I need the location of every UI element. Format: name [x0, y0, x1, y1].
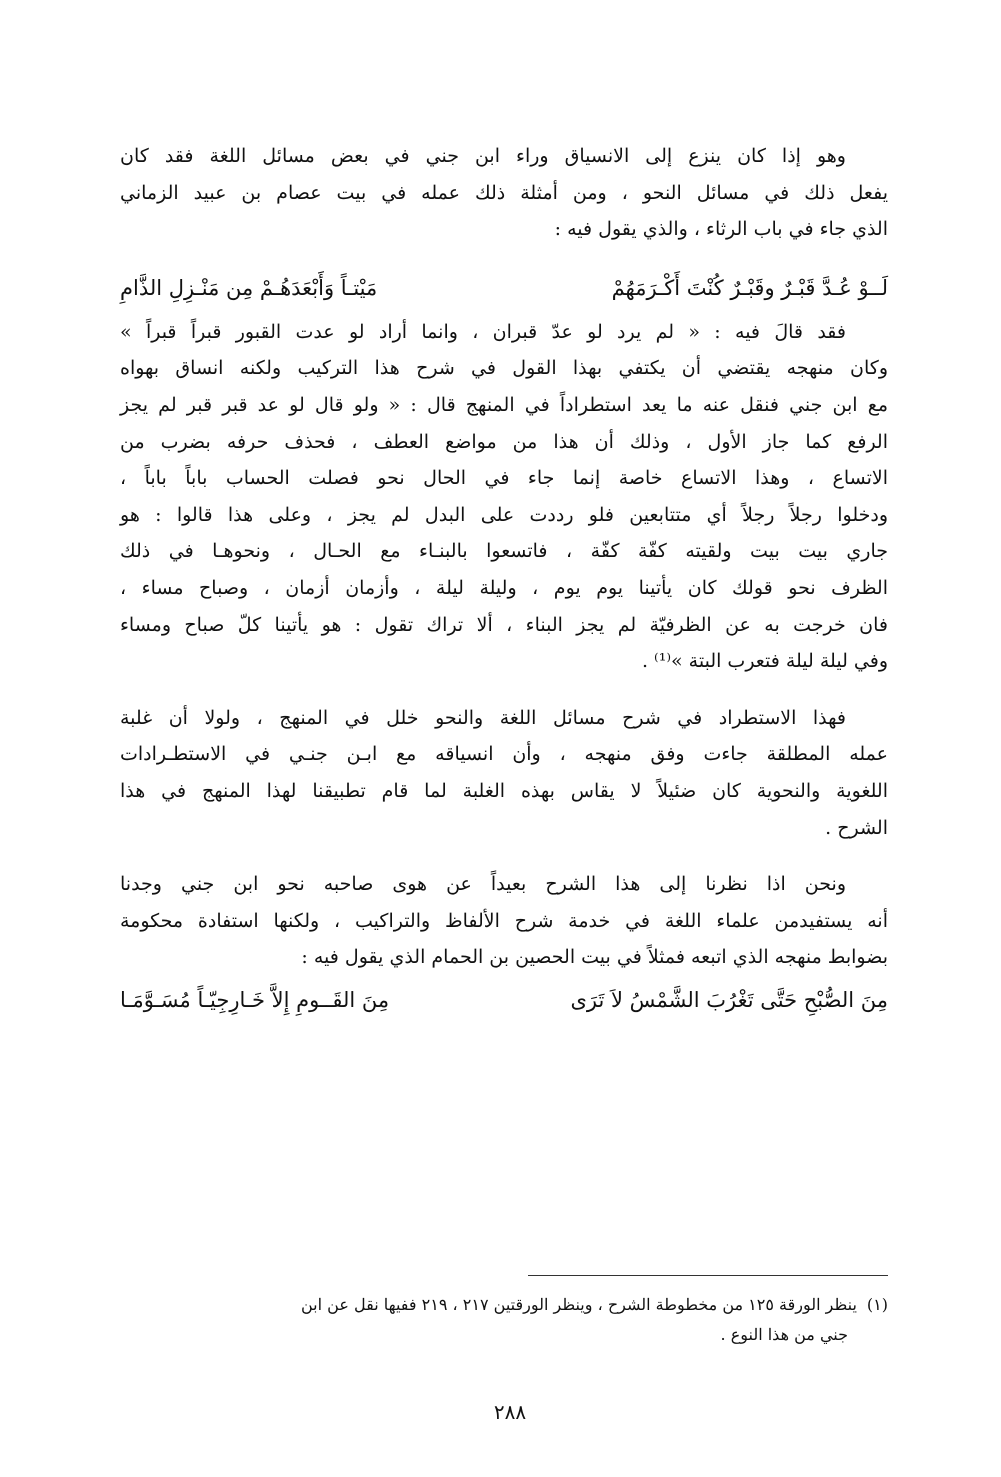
paragraph-3-line-4: الشرح . [825, 816, 888, 839]
paragraph-2-line-2: وكان منهجه يقتضي أن يكتفي بهذا القول في شرح هذا التركيب ولكنه انساق بهواه [120, 357, 888, 380]
paragraph-1-line-3: الذي جاء في باب الرثاء ، والذي يقول فيه : [554, 218, 888, 241]
paragraph-3-line-2: عمله المطلقة جاءت وفق منهجه ، وأن انسياقه مع ابـن جنـي في الاستطـرادات [120, 743, 888, 766]
verse-2-second-hemistich: مِنَ القَــومِ إِلاَّ خَـارِجِيّـاً مُسَـوَّمَـا [120, 987, 390, 1012]
footnote-1-continuation: جني من هذا النوع . [720, 1325, 848, 1344]
footnote-1-number: (١) [866, 1295, 888, 1314]
verse-2-first-hemistich: مِنَ الصُّبْحِ حَتَّى تَغْرُبَ الشَّمْسُ لاَ تَرَى [570, 987, 888, 1012]
verse-2 [120, 980, 888, 1020]
paragraph-2-line-1: فقد قالَ فيه : « لم يرد لو عدّ قبران ، وانما أراد لو عدت القبور قبراً قبراً » [120, 320, 846, 343]
paragraph-2-line-4: الرفع كما جاز الأول ، وذلك أن هذا من مواضع العطف ، فحذف حرفه بضرب من [120, 430, 888, 453]
paragraph-2-line-6: ودخلوا رجلاً رجلاً أي متتابعين فلو رددت على البدل لم يجز ، وعلى هذا قالوا : هو [120, 503, 888, 526]
paragraph-2-line-3: مع ابن جني فنقل عنه ما يعد استطراداً في المنهج قال : « ولو قال لو عد قبر قبر لم يجز [120, 393, 889, 416]
verse-1 [120, 268, 888, 308]
page-number: ٢٨٨ [493, 1400, 527, 1424]
page-body [120, 138, 888, 1026]
paragraph-2-line-7: جاري بيت بيت ولقيته كفّة كفّة ، فاتسعوا بالبنـاء مع الحـال ، ونحوهـا في ذلك [120, 540, 888, 563]
paragraph-3-line-1: فهذا الاستطراد في شرح مسائل اللغة والنحو خلل في المنهج ، ولولا أن غلبة [120, 706, 846, 729]
paragraph-1-line-2: يفعل ذلك في مسائل النحو ، ومن أمثلة ذلك عمله في بيت عصام بن عبيد الزماني [120, 181, 888, 204]
paragraph-4-line-3: بضوابط منهجه الذي اتبعه فمثلاً في بيت الحصين بن الحمام الذي يقول فيه : [301, 946, 888, 969]
paragraph-2-line-8: الظرف نحو قولك كان يأتينا يوم يوم ، وليلة ليلة ، وأزمان أزمان ، وصباح مساء ، [120, 576, 888, 599]
paragraph-4-line-2: أنه يستفيدمن علماء اللغة في خدمة شرح الألفاظ والتراكيب ، ولكنها استفادة محكومة [120, 909, 888, 932]
verse-1-first-hemistich: لَــوْ عُـدَّ قَبْـرٌ وقَبْـرٌ كُنْتَ أَكْـرَمَهُمْ [611, 275, 888, 300]
footnotes [120, 1290, 888, 1350]
paragraph-2 [120, 314, 888, 680]
paragraph-1-line-1: وهو إذا كان ينزع إلى الانسياق وراء ابن جني في بعض مسائل اللغة فقد كان [120, 145, 846, 167]
paragraph-3-line-3: اللغوية والنحوية كان ضئيلاً لا يقاس بهذه الغلبة لما قام تطبيقنا لهذا المنهج في هذا [120, 779, 888, 802]
paragraph-4-line-1: ونحن اذا نظرنا إلى هذا الشرح بعيداً عن هوى صاحبه نحو ابن جني وجدنا [120, 873, 846, 896]
paragraph-4 [120, 866, 888, 976]
paragraph-1 [120, 138, 888, 248]
footnote-1-text: ينظر الورقة ١٢٥ من مخطوطة الشرح ، وينظر الورقتين ٢١٧ ، ٢١٩ ففيها نقل عن ابن [301, 1295, 857, 1314]
paragraph-3 [120, 700, 888, 846]
verse-1-second-hemistich: مَيْتـاً وَأَبْعَدَهُـمْ مِن مَنْـزِلِ الذَّامِ [120, 275, 378, 300]
paragraph-2-line-9: فان خرجت به عن الظرفيّة لم يجز البناء ، ألا تراك تقول : هو يأتينا كلّ صباح ومساء [120, 613, 888, 636]
footnote-divider [528, 1275, 888, 1276]
paragraph-2-line-10: وفي ليلة ليلة فتعرب البتة »⁽¹⁾ . [641, 650, 888, 673]
footnote-1 [120, 1290, 888, 1350]
paragraph-2-line-5: الاتساع ، وهذا الاتساع خاصة إنما جاء في الحال نحو فصلت الحساب باباً باباً ، [120, 467, 888, 490]
